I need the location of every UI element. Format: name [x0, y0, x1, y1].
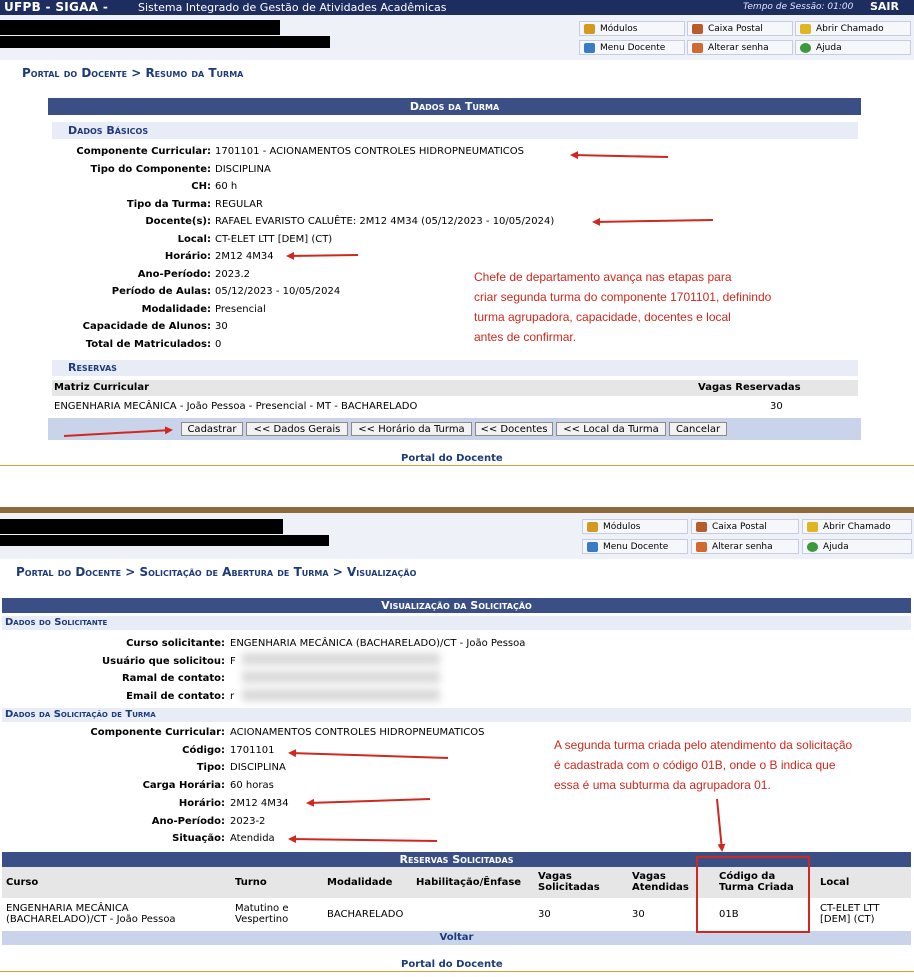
field-label: Carga Horária: [142, 780, 225, 792]
dados-gerais-button[interactable]: << Dados Gerais [246, 422, 348, 436]
field-label: Local: [177, 233, 211, 245]
session-timer: Tempo de Sessão: 01:00 [743, 2, 854, 12]
field-value: Atendida [230, 833, 275, 845]
annotation-1-line: turma agrupadora, capacidade, docentes e local [474, 310, 731, 324]
field-label: Usuário que solicitou: [102, 655, 225, 667]
annotation-1-line: antes de confirmar. [474, 330, 577, 344]
ajuda-label: Ajuda [823, 542, 849, 552]
field-value: 05/12/2023 - 10/05/2024 [215, 286, 341, 297]
voltar-link[interactable]: Voltar [439, 932, 474, 943]
portal-docente-link[interactable]: Portal do Docente [401, 959, 503, 970]
alterar-senha-label: Alterar senha [712, 542, 773, 552]
caixa-postal-label: Caixa Postal [708, 24, 763, 34]
docentes-button[interactable]: << Docentes [475, 422, 553, 436]
field-value: RAFAEL EVARISTO CALUÊTE: 2M12 4M34 (05/12/2023 - 10/05/2024) [215, 216, 555, 227]
vagas-header: Vagas Reservadas [698, 382, 801, 393]
modulos-label: Módulos [603, 522, 641, 532]
field-label: Curso solicitante: [126, 638, 225, 649]
field-value: 0 [215, 338, 222, 350]
field-value: 1701101 - ACIONAMENTOS CONTROLES HIDROPNEUMATICOS [215, 146, 524, 157]
field-label: Situação: [172, 833, 225, 845]
field-label: Tipo: [196, 762, 225, 774]
cell-line: [DEM] (CT) [820, 914, 875, 925]
habilitacao-header: Habilitação/Ênfase [416, 877, 522, 888]
reservas-caption: Reservas Solicitadas [2, 852, 911, 867]
arrow-codigo-turma [717, 799, 722, 850]
field-label: Modalidade: [141, 303, 211, 315]
field-label: Horário: [178, 797, 225, 809]
arrow-horario [288, 255, 358, 256]
modalidade-header: Modalidade [327, 877, 393, 888]
annotation-2-line: essa é uma subturma da agrupadora 01. [554, 778, 771, 792]
field-label: Ano-Período: [137, 268, 211, 280]
field-label: Componente Curricular: [90, 727, 225, 738]
system-title: UFPB - SIGAA - [4, 0, 109, 14]
vagas-value: 30 [770, 401, 783, 412]
matriz-header: Matriz Curricular [54, 382, 150, 393]
field-label: Email de contato: [126, 691, 225, 703]
cell-line: ENGENHARIA MECÂNICA [6, 903, 129, 914]
field-value: 2M12 4M34 [230, 797, 289, 809]
field-label: Capacidade de Alunos: [82, 321, 211, 332]
field-value: Presencial [215, 303, 266, 315]
field-value: 2023.2 [215, 268, 250, 280]
field-value: 60 h [215, 181, 238, 192]
arrow-docente [594, 220, 713, 222]
vagas-atendidas-cell: 30 [632, 909, 645, 920]
field-value: DISCIPLINA [215, 163, 271, 175]
abrir-chamado-label: Abrir Chamado [816, 24, 884, 34]
field-value: r [230, 691, 235, 703]
annotation-1-line: criar segunda turma do componente 1701101, definindo [474, 290, 772, 304]
field-value: 30 [215, 321, 228, 332]
cell-line: CT-ELET LTT [820, 903, 880, 914]
field-label: Horário: [164, 251, 211, 262]
menu-docente-label: Menu Docente [603, 542, 669, 552]
field-value: ENGENHARIA MECÂNICA (BACHARELADO)/CT - João Pessoa [230, 638, 526, 649]
local-turma-button[interactable]: << Local da Turma [556, 422, 666, 436]
exit-link[interactable]: SAIR [870, 0, 899, 13]
cell-line: Matutino e [235, 903, 289, 914]
cell-line: (BACHARELADO)/CT - João Pessoa [6, 914, 176, 925]
ajuda-label: Ajuda [816, 43, 842, 53]
field-value: REGULAR [215, 198, 263, 210]
panel-caption: Visualização da Solicitação [2, 598, 911, 613]
field-label: CH: [191, 181, 211, 192]
field-label: Tipo do Componente: [90, 163, 211, 175]
dados-basicos-section: Dados Básicos [52, 122, 858, 139]
header-line: Turma Criada [719, 882, 794, 893]
header-line: Atendidas [632, 882, 689, 893]
turno-header: Turno [235, 877, 267, 888]
field-label: Ramal de contato: [121, 673, 225, 685]
cadastrar-button[interactable]: Cadastrar [181, 422, 243, 436]
arrow-situacao [290, 839, 437, 841]
field-label: Componente Curricular: [76, 146, 211, 157]
header-line: Código da [719, 871, 776, 882]
panel-caption: Dados da Turma [48, 98, 861, 115]
reservas-section: Reservas [52, 360, 858, 376]
local-header: Local [820, 877, 850, 888]
field-value: CT-ELET LTT [DEM] (CT) [215, 233, 333, 245]
header-line: Solicitadas [538, 882, 600, 893]
cell-line: Vespertino [235, 914, 289, 925]
field-value: ACIONAMENTOS CONTROLES HIDROPNEUMATICOS [230, 727, 485, 738]
solicitante-section: Dados do Solicitante [2, 616, 911, 630]
field-value: DISCIPLINA [230, 762, 286, 774]
cancelar-button[interactable]: Cancelar [669, 422, 727, 436]
arrow-horario-2 [308, 799, 430, 803]
field-value: 1701101 [230, 744, 275, 756]
annotation-2-line: A segunda turma criada pelo atendimento da solicitação [554, 738, 853, 752]
curso-header: Curso [6, 877, 39, 888]
horario-turma-button[interactable]: << Horário da Turma [351, 422, 472, 436]
field-label: Ano-Período: [151, 815, 225, 827]
vagas-solicitadas-cell: 30 [538, 909, 551, 920]
annotation-1-line: Chefe de departamento avança nas etapas para [474, 270, 732, 284]
matriz-value: ENGENHARIA MECÂNICA - João Pessoa - Presencial - MT - BACHARELADO [54, 401, 418, 412]
field-label: Tipo da Turma: [126, 198, 211, 210]
header-line: Vagas [632, 871, 666, 882]
modalidade-cell: BACHARELADO [327, 909, 404, 920]
portal-docente-link[interactable]: Portal do Docente [401, 453, 503, 464]
arrow-codigo [290, 753, 448, 758]
field-value: 2M12 4M34 [215, 251, 274, 262]
modulos-label: Módulos [600, 24, 638, 34]
field-value: 60 horas [230, 780, 274, 792]
system-subtitle: Sistema Integrado de Gestão de Atividades Acadêmicas [138, 1, 447, 14]
arrow-componente [572, 155, 668, 157]
breadcrumb: Portal do Docente > Resumo da Turma [22, 66, 244, 80]
menu-docente-label: Menu Docente [600, 43, 666, 53]
alterar-senha-label: Alterar senha [708, 43, 769, 53]
turma-section: Dados da Solicitação de Turma [2, 708, 911, 722]
breadcrumb: Portal do Docente > Solicitação de Abertura de Turma > Visualização [16, 565, 417, 579]
field-value: F [230, 655, 236, 667]
caixa-postal-label: Caixa Postal [712, 522, 767, 532]
header-line: Vagas [538, 871, 572, 882]
codigo-turma-cell: 01B [719, 909, 739, 920]
field-label: Total de Matriculados: [85, 338, 211, 350]
abrir-chamado-label: Abrir Chamado [823, 522, 891, 532]
field-label: Docente(s): [145, 216, 211, 227]
field-label: Código: [182, 744, 225, 756]
field-label: Período de Aulas: [111, 286, 211, 297]
field-value: 2023-2 [230, 815, 266, 827]
arrow-cadastrar [64, 430, 171, 436]
annotation-2-line: é cadastrada com o código 01B, onde o B indica que [554, 758, 836, 772]
